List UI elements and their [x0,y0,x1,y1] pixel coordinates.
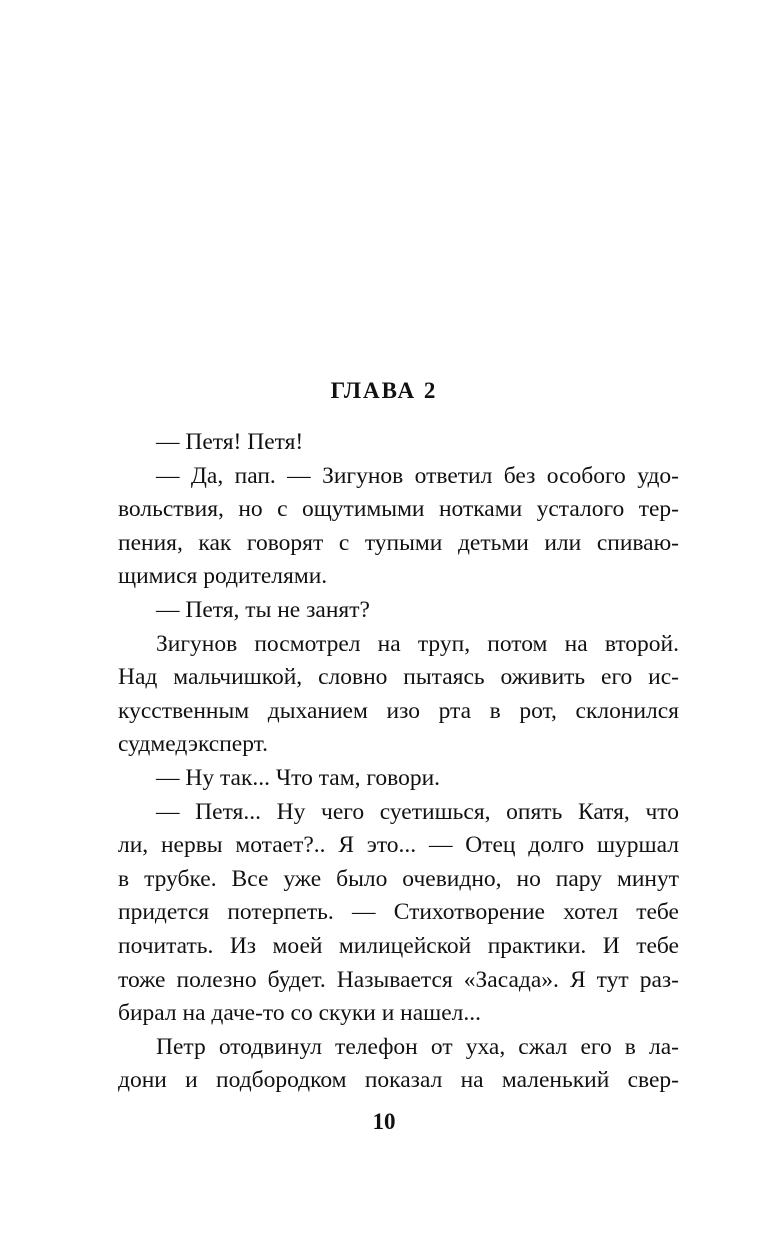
text-line: — Да, пап. — Зигунов ответил без особого удо- [156,462,679,489]
paragraph [118,594,679,628]
text-line: ли, нервы мотает?.. Я это... — Отец долго шуршал [118,832,679,859]
paragraph [118,1031,679,1098]
text-line: Над мальчишкой, словно пытаясь оживить его ис- [118,664,679,691]
text-line: вольствия, но с ощутимыми нотками усталого тер- [118,496,679,523]
text-line: Петр отодвинул телефон от уха, сжал его в ла- [156,1033,679,1060]
paragraph [118,460,679,594]
text-line: в трубке. Все уже было очевидно, но пару минут [118,865,679,892]
text-line: судмедэксперт. [118,731,269,758]
text-line: почитать. Из моей милицейской практики. И тебе [118,932,679,959]
text-line: — Петя! Петя! [156,429,304,455]
text-line: кусственным дыханием изо рта в рот, склонился [118,697,679,724]
paragraph [118,796,679,1031]
chapter-heading: ГЛАВА 2 [330,378,438,403]
text-line: — Ну так... Что там, говори. [156,764,441,791]
paragraph [118,426,679,460]
paragraph [118,762,679,796]
text-line: — Петя, ты не занят? [156,596,370,623]
text-line: щимися родителями. [118,563,328,590]
page-number: 10 [372,1109,396,1134]
text-line: придется потерпеть. — Стихотворение хотел тебе [118,899,679,926]
text-line: дони и подбородком показал на маленький свер- [118,1067,679,1094]
text-line: — Петя... Ну чего суетишься, опять Катя, что [156,798,679,825]
text-line: пения, как говорят с тупыми детьми или спиваю- [118,529,679,556]
paragraph [118,628,679,762]
body-text [118,426,679,1098]
text-line: тоже полезно будет. Называется «Засада». Я тут раз- [118,966,679,993]
text-line: бирал на даче-то со скуки и нашел... [118,1000,482,1027]
text-line: Зигунов посмотрел на труп, потом на второй. [156,630,679,657]
